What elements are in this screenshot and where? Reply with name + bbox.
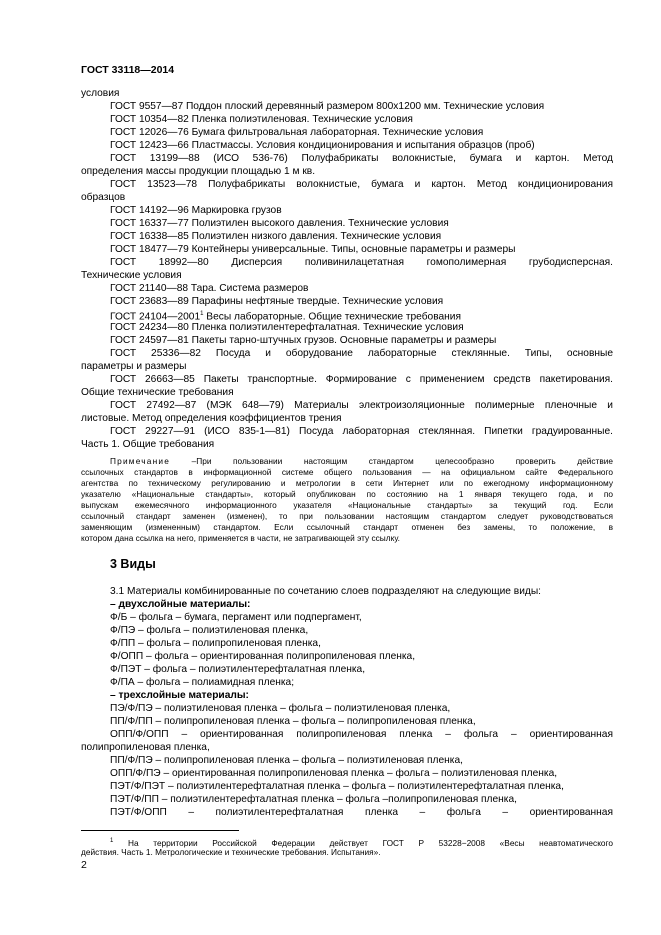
list-item: ОПП/Ф/ПЭ – ориентированная полипропиленовая пленка – фольга – полиэтиленовая пленка, [110, 768, 558, 779]
note-line: указателю «Национальные стандарты», который опубликован по состоянию на 1 января текущего года, и по [81, 489, 613, 499]
section-title: 3 Виды [110, 557, 156, 571]
footnote-text: На территории Российской Федерации действует ГОСТ Р 53228−2008 «Весы неавтоматического [113, 837, 613, 848]
document-header: ГОСТ 33118—2014 [81, 64, 175, 76]
section-intro: 3.1 Материалы комбинированные по сочетанию слоев подразделяют на следующие виды: [110, 586, 541, 597]
ref-line: ГОСТ 18992—80 Дисперсия поливинилацетатная гомополимерная грубодисперсная. [110, 257, 613, 268]
footnote-line: действия. Часть 1. Метрологические и технические требования. Испытания». [81, 847, 381, 857]
list-item: Ф/ПЭТ – фольга – полиэтилентерефталатная пленка, [110, 664, 366, 675]
ref-line: ГОСТ 14192—96 Маркировка грузов [110, 205, 282, 216]
ref-line: условия [81, 88, 120, 99]
note-text: –При пользовании настоящим стандартом целесообразно проверить действие [191, 456, 613, 466]
ref-line: ГОСТ 25336—82 Посуда и оборудование лабораторные стеклянные. Типы, основные [110, 348, 613, 359]
note-label: Примечание [110, 456, 171, 466]
ref-line: ГОСТ 29227—91 (ИСО 835-1—81) Посуда лабораторная стеклянная. Пипетки градуированные. [110, 426, 613, 437]
ref-line: ГОСТ 27492—87 (МЭК 648—79) Материалы электроизоляционные полимерные пленочные и [110, 400, 613, 411]
list-item: ПЭТ/Ф/ПП – полиэтилентерефталатная пленка – фольга –полипропиленовая пленка, [110, 794, 517, 805]
ref-line: ГОСТ 23683—89 Парафины нефтяные твердые. Технические условия [110, 296, 444, 307]
list-item: ПП/Ф/ПП – полипропиленовая пленка – фольга – полипропиленовая пленка, [110, 716, 476, 727]
footnote-divider [81, 830, 239, 831]
ref-line: образцов [81, 192, 126, 203]
note-line: заменяющим (измененным) стандартом. Если ссылочный стандарт отменен без замены, то положение, в [81, 522, 613, 532]
note-line: котором дана ссылка на него, применяется в части, не затрагивающей эту ссылку. [81, 533, 400, 543]
two-layer-heading: – двухслойные материалы: [110, 599, 251, 610]
ref-line: ГОСТ 26663—85 Пакеты транспортные. Формирование с применением средств пакетирования. [110, 374, 613, 385]
ref-line: Часть 1. Общие требования [81, 439, 215, 450]
footnote-marker: 1 [110, 838, 114, 844]
ref-line: ГОСТ 24597—81 Пакеты тарно-штучных грузов. Основные параметры и размеры [110, 335, 497, 346]
ref-line: ГОСТ 13523—78 Полуфабрикаты волокнистые, бумага и картон. Метод кондиционирования [110, 179, 613, 190]
list-item: ПЭ/Ф/ПЭ – полиэтиленовая пленка – фольга – полиэтиленовая пленка, [110, 703, 451, 714]
ref-line: ГОСТ 13199—88 (ИСО 536-76) Полуфабрикаты волокнистые, бумага и картон. Метод [110, 153, 613, 164]
list-item: ПП/Ф/ПЭ – полипропиленовая пленка – фольга – полиэтиленовая пленка, [110, 755, 463, 766]
list-item: ОПП/Ф/ОПП – ориентированная полипропиленовая пленка – фольга – ориентированная [110, 729, 613, 740]
footnote-reference: 1 [200, 311, 204, 317]
note-line: ссылочных стандартов в информационной системе общего пользования — на официальном сайте Федерального [81, 467, 613, 477]
list-item: Ф/ПЭ – фольга – полиэтиленовая пленка, [110, 625, 309, 636]
ref-line: ГОСТ 16338—85 Полиэтилен низкого давления. Технические условия [110, 231, 442, 242]
note-line: выпускам ежемесячного информационного указателя «Национальные стандарты» за текущий год. Если [81, 500, 613, 510]
list-item: Ф/ОПП – фольга – ориентированная полипропиленовая пленка, [110, 651, 416, 662]
page-number: 2 [81, 859, 87, 871]
ref-line: ГОСТ 10354—82 Пленка полиэтиленовая. Технические условия [110, 114, 413, 125]
ref-line: ГОСТ 9557—87 Поддон плоский деревянный размером 800х1200 мм. Технические условия [110, 101, 545, 112]
note-line: ссылочный стандарт заменен (изменен), то при пользовании настоящим стандартом следует руководствоваться [81, 511, 613, 521]
ref-line: ГОСТ 12423—66 Пластмассы. Условия кондиционирования и испытания образцов (проб) [110, 140, 535, 151]
ref-line: определения массы продукции площадью 1 м кв. [81, 166, 316, 177]
ref-line: ГОСТ 16337—77 Полиэтилен высокого давления. Технические условия [110, 218, 449, 229]
ref-line: листовые. Метод определения коэффициентов трения [81, 413, 342, 424]
ref-line: ГОСТ 18477—79 Контейнеры универсальные. Типы, основные параметры и размеры [110, 244, 516, 255]
list-item: полипропиленовая пленка, [81, 742, 210, 753]
three-layer-heading: – трехслойные материалы: [110, 690, 249, 701]
ref-line: параметры и размеры [81, 361, 187, 372]
list-item: Ф/ПП – фольга – полипропиленовая пленка, [110, 638, 321, 649]
list-item: ПЭТ/Ф/ОПП – полиэтилентерефталатная пленка – фольга – ориентированная [110, 807, 613, 818]
list-item: Ф/Б – фольга – бумага, пергамент или подпергамент, [110, 612, 362, 623]
ref-line: ГОСТ 24234—80 Пленка полиэтилентерефталатная. Технические условия [110, 322, 464, 333]
note-line [110, 456, 613, 467]
ref-code: ГОСТ 24104—2001 [110, 311, 201, 323]
list-item: ПЭТ/Ф/ПЭТ – полиэтилентерефталатная пленка – фольга – полиэтилентерефталатная пленка, [110, 781, 564, 792]
ref-line: ГОСТ 12026—76 Бумага фильтровальная лабораторная. Технические условия [110, 127, 484, 138]
ref-line: Общие технические требования [81, 387, 234, 398]
note-line: агентства по техническому регулированию и метрологии в сети Интернет или по ежегодному информационному [81, 478, 613, 488]
ref-line: ГОСТ 21140—88 Тара. Система размеров [110, 283, 309, 294]
ref-line: Технические условия [81, 270, 182, 281]
list-item: Ф/ПА – фольга – полиамидная пленка; [110, 677, 295, 688]
ref-text: Весы лабораторные. Общие технические требования [203, 311, 462, 323]
